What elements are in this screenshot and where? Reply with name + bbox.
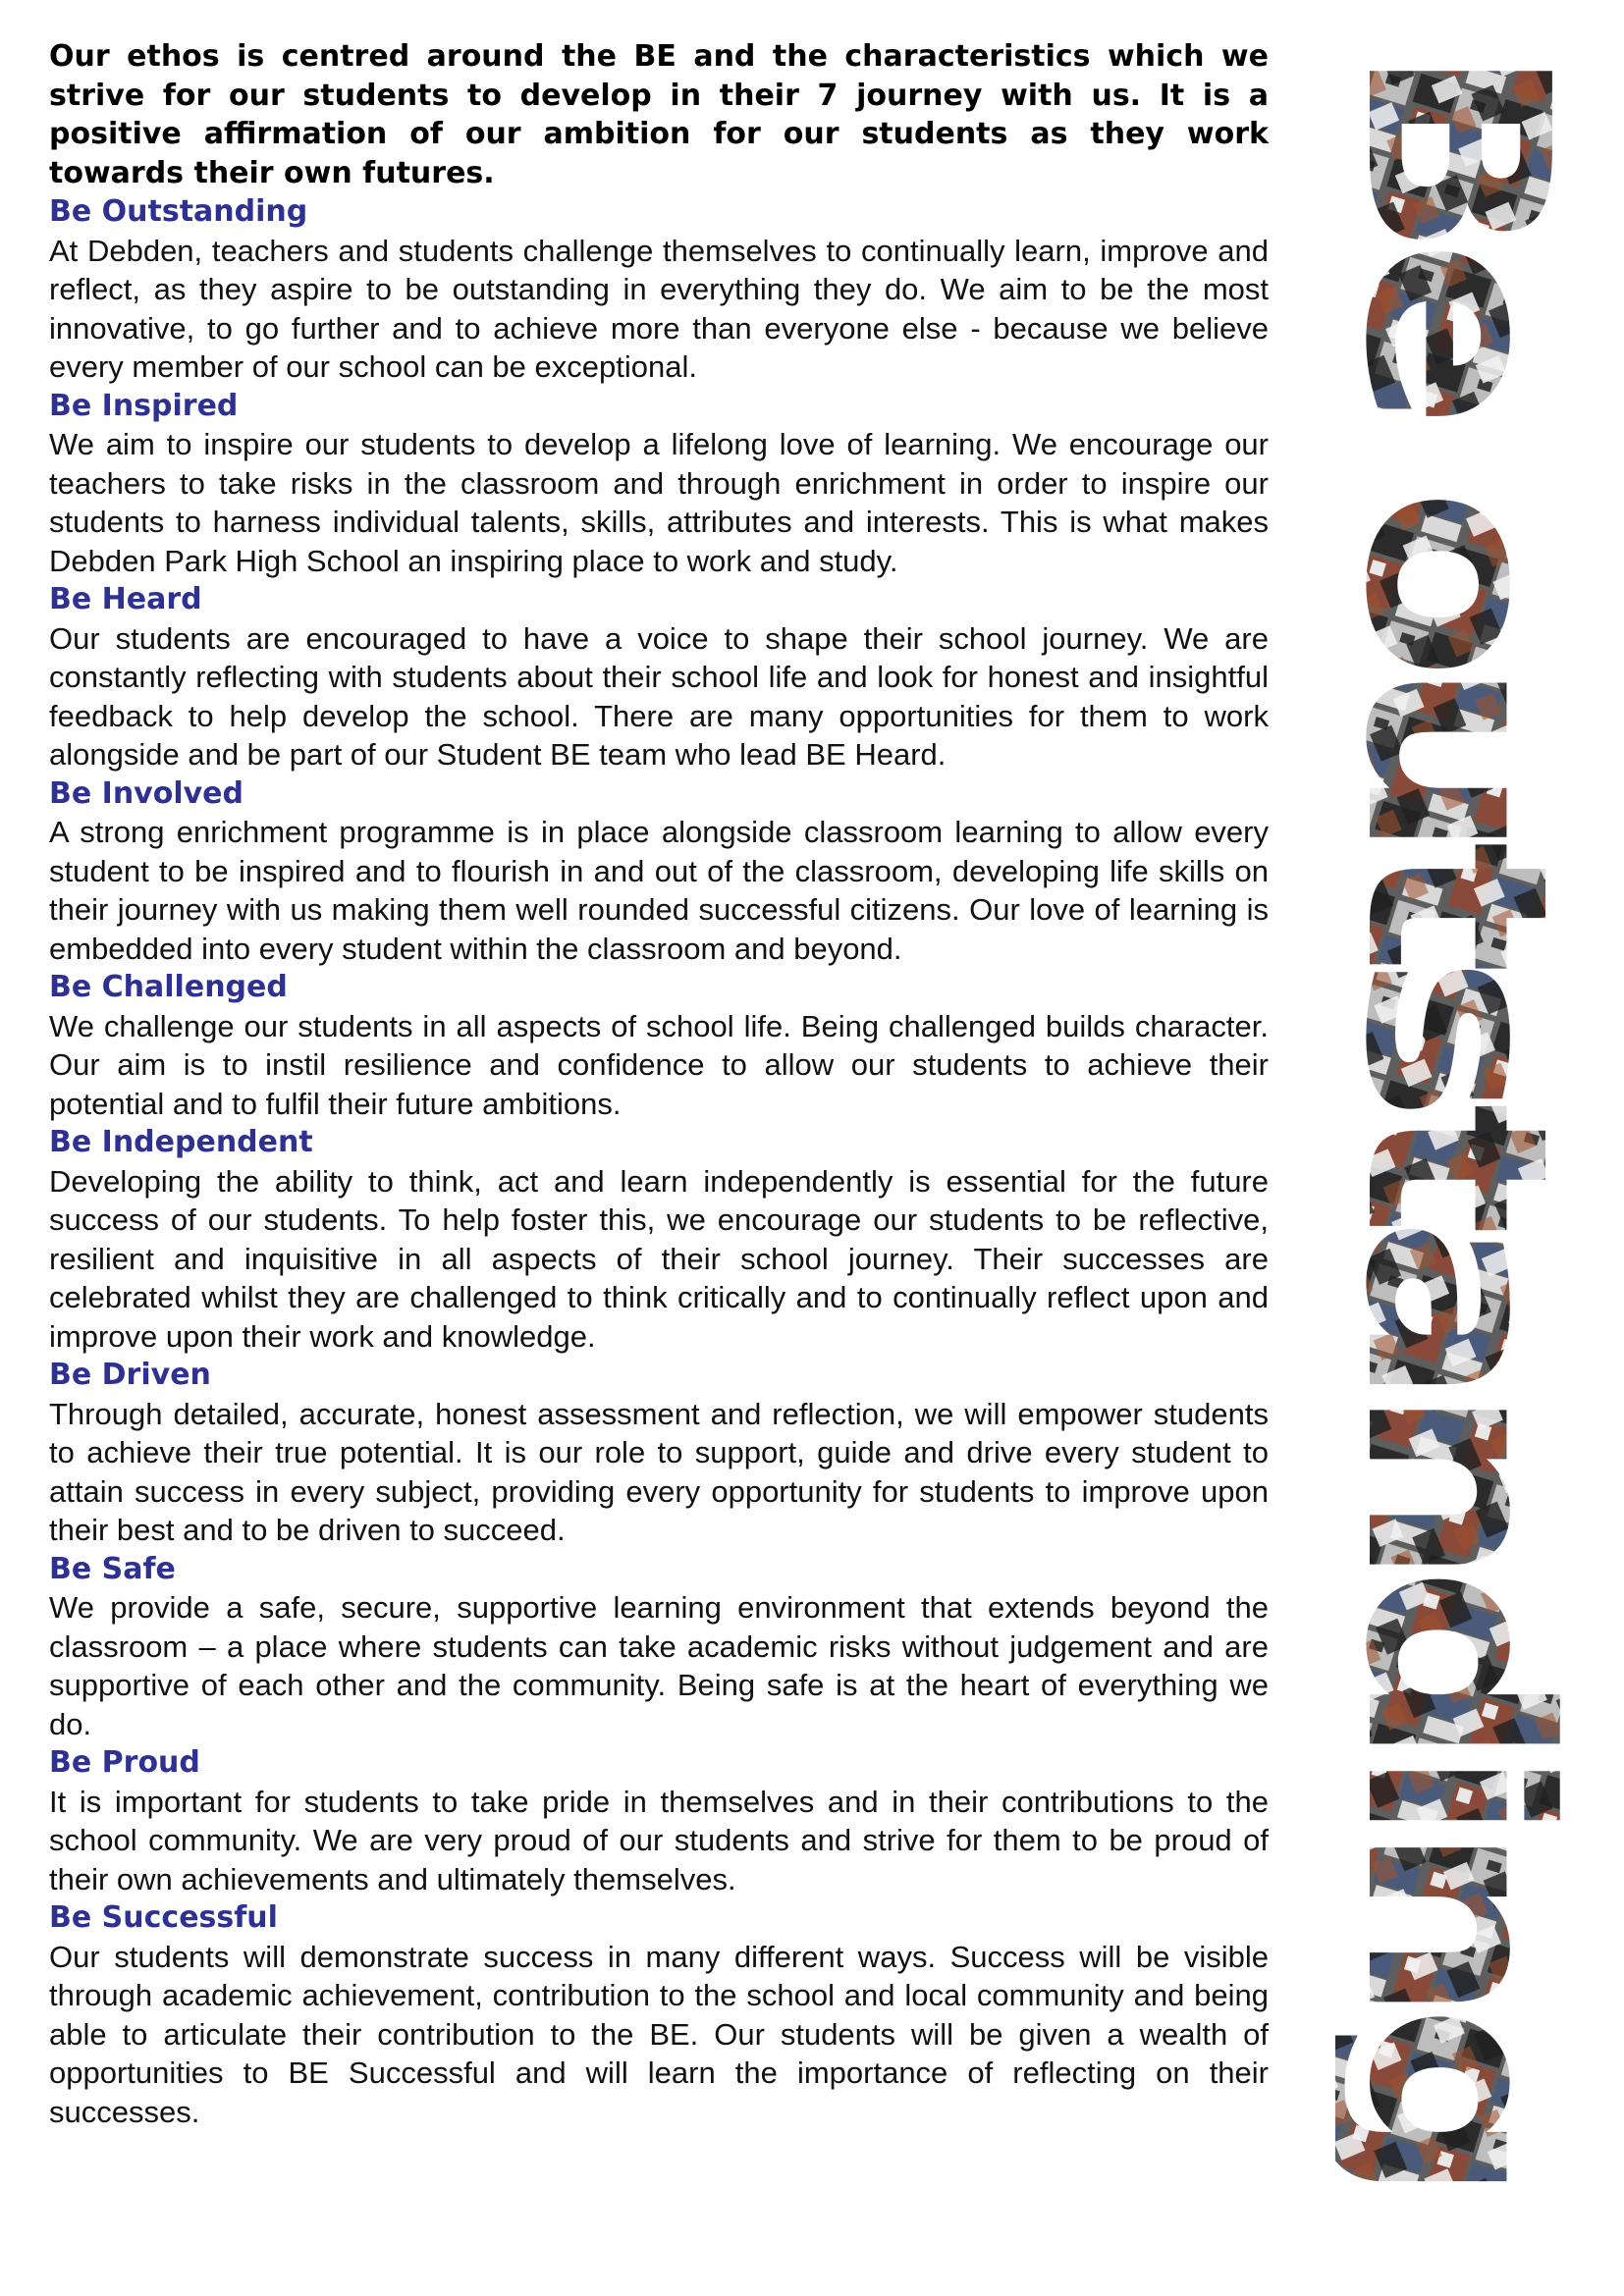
section-body: Developing the ability to think, act and learn independently is essential for the future success of our students. To help foster this, we encourage our students to be reflective, resilient and inquisitive in all aspects of their school journey. Their successes are celebrated whilst they are challenged to think critically and to continually reflect upon and improve upon their work and knowledge. [49,1163,1269,1354]
section-heading: Be Challenged [49,970,288,1004]
ethos-text-column [49,37,1269,2131]
section-heading: Be Independent [49,1125,313,1159]
section-heading: Be Safe [49,1551,176,1586]
section-be-challenged [49,968,1269,1123]
intro-paragraph: Our ethos is centred around the BE and the characteristics which we strive for our students to develop in their 7 journey with us. It is a positive affirmation of our ambition for our students as they work towards their own futures. [49,39,1269,190]
section-be-safe [49,1550,1269,1744]
section-body: Through detailed, accurate, honest assessment and reflection, we will empower students to achieve their true potential. It is our role to support, guide and drive every student to attain success in every subject, providing every opportunity for students to improve upon their best and to be driven to succeed. [49,1396,1269,1547]
section-heading: Be Driven [49,1358,211,1392]
be-outstanding-collage-artwork [1335,45,1581,2195]
section-body: It is important for students to take pride in themselves and in their contributions to the school community. We are very proud of our students and strive for them to be proud of their own achievements and ultimately themselves. [49,1784,1269,1896]
section-heading: Be Proud [49,1745,200,1780]
section-body: Our students are encouraged to have a voice to shape their school journey. We are constantly reflecting with students about their school life and look for honest and insightful feedback to help develop the school. There are many opportunities for them to work alongside and be part of our Student BE team who lead BE Heard. [49,620,1269,772]
section-body: Our students will demonstrate success in many different ways. Success will be visible through academic achievement, contribution to the school and local community and being able to articulate their contribution to the BE. Our students will be given a wealth of opportunities to BE Successful and will learn the importance of reflecting on their successes. [49,1939,1269,2129]
section-be-driven [49,1356,1269,1550]
section-be-independent [49,1123,1269,1356]
collage-lettering-graphic [1335,45,1581,2195]
section-be-successful [49,1898,1269,2131]
section-be-proud [49,1743,1269,1898]
section-be-outstanding [49,192,1269,387]
section-body: We aim to inspire our students to develop a lifelong love of learning. We encourage our teachers to take risks in the classroom and through enrichment in order to inspire our students to harness individual talents, skills, attributes and interests. This is what makes Debden Park High School an inspiring place to work and study. [49,427,1269,578]
section-heading: Be Involved [49,775,244,811]
section-heading: Be Inspired [49,388,239,423]
section-be-involved [49,774,1269,969]
section-body: At Debden, teachers and students challenge themselves to continually learn, improve and reflect, as they aspire to be outstanding in everything they do. We aim to be the most innovative, to go further and to achieve more than everyone else - because we believe every member of our school can be exceptional. [49,233,1269,384]
section-heading: Be Outstanding [49,194,308,229]
section-be-heard [49,580,1269,774]
section-heading: Be Heard [49,582,202,616]
section-body: A strong enrichment programme is in place alongside classroom learning to allow every student to be inspired and to flourish in and out of the classroom, developing life skills on their journey with us making them well rounded successful citizens. Our love of learning is embedded into every student within the classroom and beyond. [49,815,1269,966]
section-body: We provide a safe, secure, supportive learning environment that extends beyond the classroom – a place where students can take academic risks without judgement and are supportive of each other and the community. Being safe is at the heart of everything we do. [49,1590,1269,1741]
section-body: We challenge our students in all aspects of school life. Being challenged builds character. Our aim is to instil resilience and confidence to allow our students to achieve their potential and to fulfil their future ambitions. [49,1008,1269,1121]
section-be-inspired [49,387,1269,581]
section-heading: Be Successful [49,1900,278,1935]
